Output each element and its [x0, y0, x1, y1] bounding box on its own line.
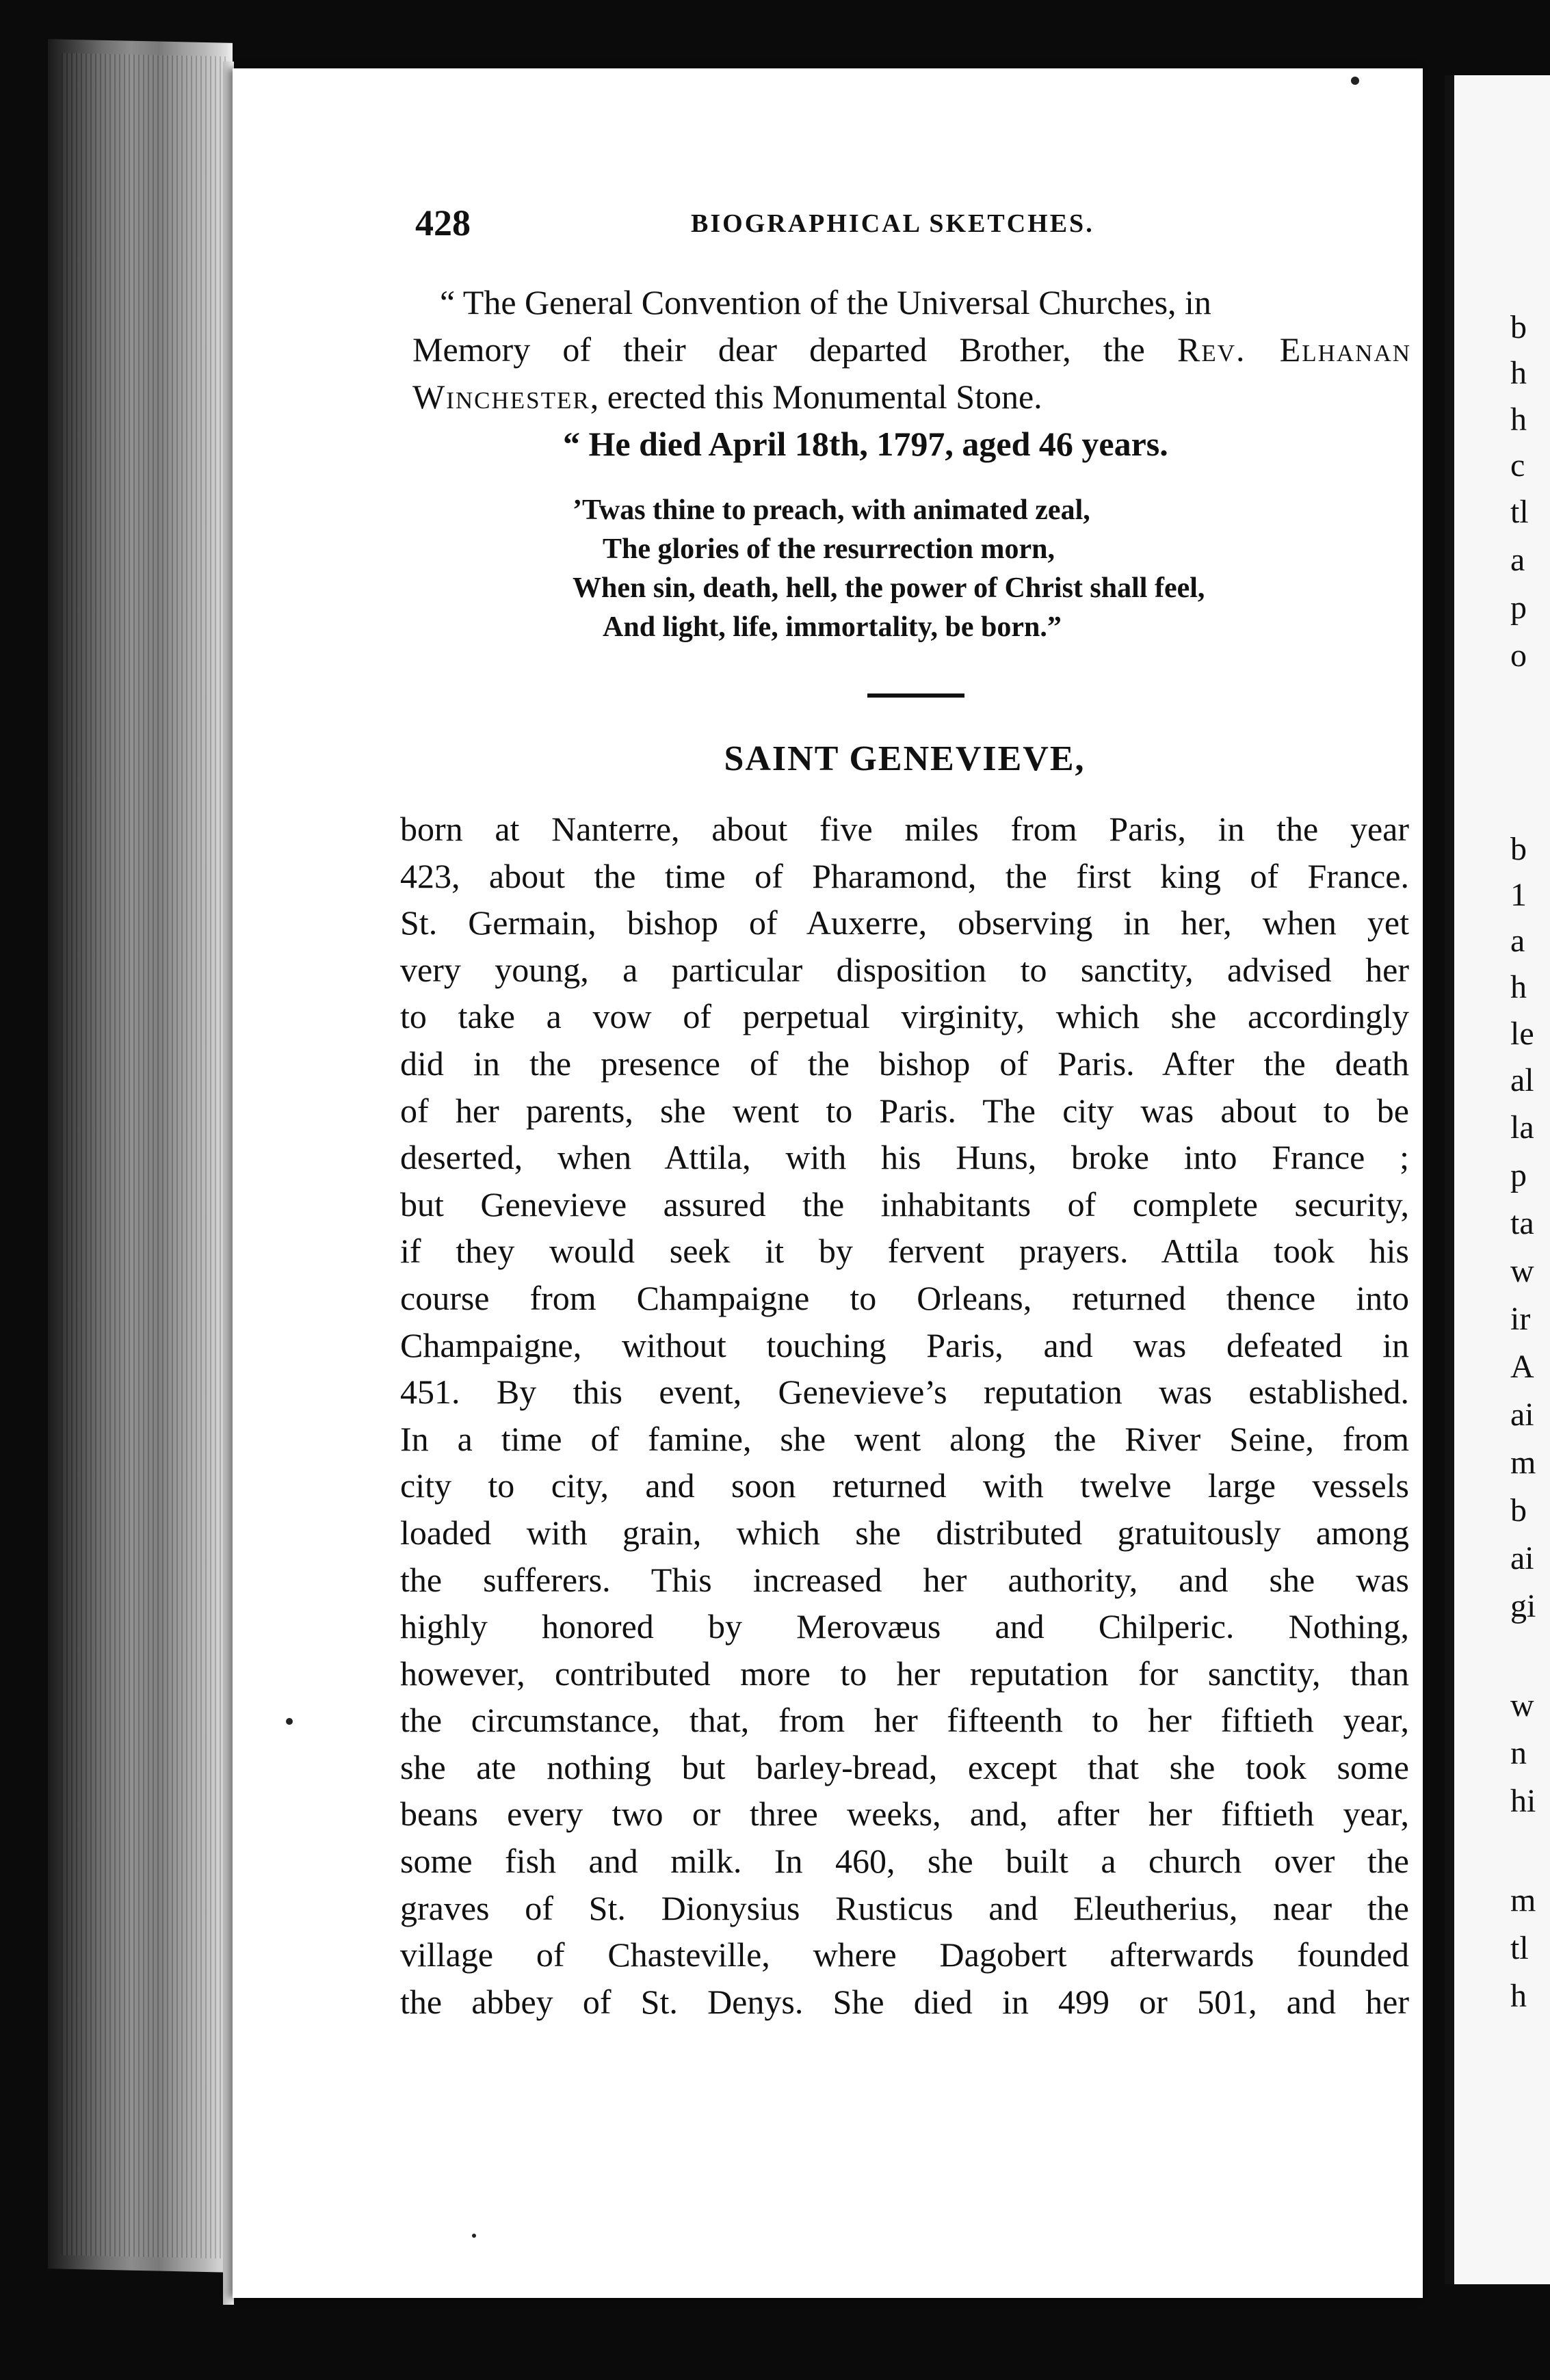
body-line: highly honored by Merovæus and Chilperic. Nothing,	[400, 1607, 1409, 1646]
paper-speck	[286, 1718, 293, 1725]
facing-page-fragment: h	[1510, 969, 1527, 1005]
section-title: SAINT GENEVIEVE,	[724, 739, 1086, 778]
facing-page-fragment: hi	[1510, 1783, 1536, 1819]
facing-page-fragment: b	[1510, 309, 1527, 345]
body-line: very young, a particular disposition to sanctity, advised her	[400, 950, 1409, 989]
body-line: deserted, when Attila, with his Huns, broke into France ;	[400, 1138, 1409, 1177]
body-line: village of Chasteville, where Dagobert afterwards founded	[400, 1935, 1409, 1974]
inscription-line	[412, 326, 1411, 373]
facing-page-fragment: w	[1510, 1253, 1534, 1289]
running-head: BIOGRAPHICAL SKETCHES.	[691, 209, 1094, 238]
facing-page-fragment: p	[1510, 590, 1527, 626]
facing-page-edge	[1445, 75, 1550, 2284]
facing-page-fragment: ir	[1510, 1301, 1531, 1337]
body-line: the sufferers. This increased her authority, and she was	[400, 1560, 1409, 1599]
reverend-name: Rev. Elhanan	[1177, 330, 1411, 369]
body-line: Champaigne, without touching Paris, and was defeated in	[400, 1325, 1409, 1364]
inscription-text: Memory of their dear departed Brother, the	[412, 330, 1178, 369]
facing-page-fragment: gi	[1510, 1588, 1536, 1624]
body-line: however, contributed more to her reputation for sanctity, than	[400, 1654, 1409, 1693]
facing-page-fragment: c	[1510, 447, 1525, 484]
facing-page-fragment: h	[1510, 355, 1527, 391]
facing-page-fragment: la	[1510, 1109, 1534, 1146]
inscription-line	[412, 279, 1411, 326]
poem-line: When sin, death, hell, the power of Christ shall feel,	[573, 572, 1205, 604]
body-line: In a time of famine, she went along the River Seine, from	[400, 1419, 1409, 1458]
facing-page-fragment: A	[1510, 1349, 1534, 1385]
body-line: city to city, and soon returned with twelve large vessels	[400, 1466, 1409, 1505]
facing-page-fragment: ta	[1510, 1205, 1534, 1241]
facing-page-fragment: ai	[1510, 1397, 1534, 1433]
surname: Winchester	[412, 378, 590, 416]
body-line: if they would seek it by fervent prayers. Attila took his	[400, 1232, 1409, 1271]
body-paragraph	[400, 806, 1409, 2025]
inscription-text: “ The General Convention of the Universal Churches, in	[440, 283, 1211, 321]
poem-line: And light, life, immortality, be born.”	[603, 611, 1062, 643]
body-line: 423, about the time of Pharamond, the first king of France.	[400, 856, 1409, 895]
inscription-line	[412, 373, 1411, 421]
body-line: loaded with grain, which she distributed gratuitously among	[400, 1513, 1409, 1552]
body-line: of her parents, she went to Paris. The city was about to be	[400, 1091, 1409, 1130]
poem-line: The glories of the resurrection morn,	[603, 533, 1055, 565]
body-line: graves of St. Dionysius Rusticus and Eleutherius, near the	[400, 1888, 1409, 1927]
body-line: to take a vow of perpetual virginity, which she accordingly	[400, 997, 1409, 1036]
body-line: some fish and milk. In 460, she built a church over the	[400, 1842, 1409, 1881]
paper-speck	[472, 2234, 476, 2238]
body-line: beans every two or three weeks, and, after her fiftieth year,	[400, 1795, 1409, 1834]
inscription-text: , erected this Monumental Stone.	[590, 378, 1042, 416]
facing-page-fragment: le	[1510, 1016, 1534, 1052]
body-line: did in the presence of the bishop of Paris. After the death	[400, 1044, 1409, 1083]
facing-page-fragment: 1	[1510, 877, 1527, 913]
body-line: course from Champaigne to Orleans, returned thence into	[400, 1278, 1409, 1317]
poem-line: ’Twas thine to preach, with animated zeal,	[573, 494, 1090, 526]
paper-speck	[1351, 77, 1359, 85]
facing-page-fragment: m	[1510, 1882, 1536, 1918]
facing-page-fragment: a	[1510, 542, 1525, 578]
facing-page-fragment: h	[1510, 401, 1527, 438]
facing-page-fragment: tl	[1510, 494, 1529, 530]
body-line: St. Germain, bishop of Auxerre, observing in her, when yet	[400, 903, 1409, 942]
facing-page-fragment: b	[1510, 831, 1527, 867]
facing-page-fragment: h	[1510, 1978, 1527, 2014]
facing-page-fragment: n	[1510, 1735, 1527, 1771]
facing-page-fragment: ai	[1510, 1540, 1534, 1576]
facing-page-fragment: o	[1510, 637, 1527, 674]
facing-page-fragment: w	[1510, 1687, 1534, 1723]
body-line: the circumstance, that, from her fifteenth to her fiftieth year,	[400, 1701, 1409, 1740]
facing-page-fragment: al	[1510, 1062, 1534, 1098]
body-line: but Genevieve assured the inhabitants of complete security,	[400, 1185, 1409, 1224]
facing-page-fragment: m	[1510, 1444, 1536, 1481]
body-line: born at Nanterre, about five miles from Paris, in the year	[400, 810, 1409, 848]
page-number: 428	[415, 202, 471, 243]
page-header	[400, 202, 1409, 250]
gutter-texture	[62, 53, 226, 2258]
body-line: 451. By this event, Genevieve’s reputation was established.	[400, 1373, 1409, 1412]
section-divider	[867, 693, 964, 698]
facing-page-fragment: a	[1510, 923, 1525, 959]
death-date-line: “ He died April 18th, 1797, aged 46 years.	[563, 425, 1168, 463]
body-line: the abbey of St. Denys. She died in 499 or 501, and her	[400, 1982, 1409, 2021]
epitaph-poem	[573, 491, 1205, 647]
facing-page-fragment: b	[1510, 1492, 1527, 1529]
facing-page-fragment: p	[1510, 1157, 1527, 1193]
monument-inscription	[412, 279, 1411, 421]
body-line: she ate nothing but barley-bread, except that she took some	[400, 1747, 1409, 1786]
facing-page-fragment: tl	[1510, 1930, 1529, 1966]
